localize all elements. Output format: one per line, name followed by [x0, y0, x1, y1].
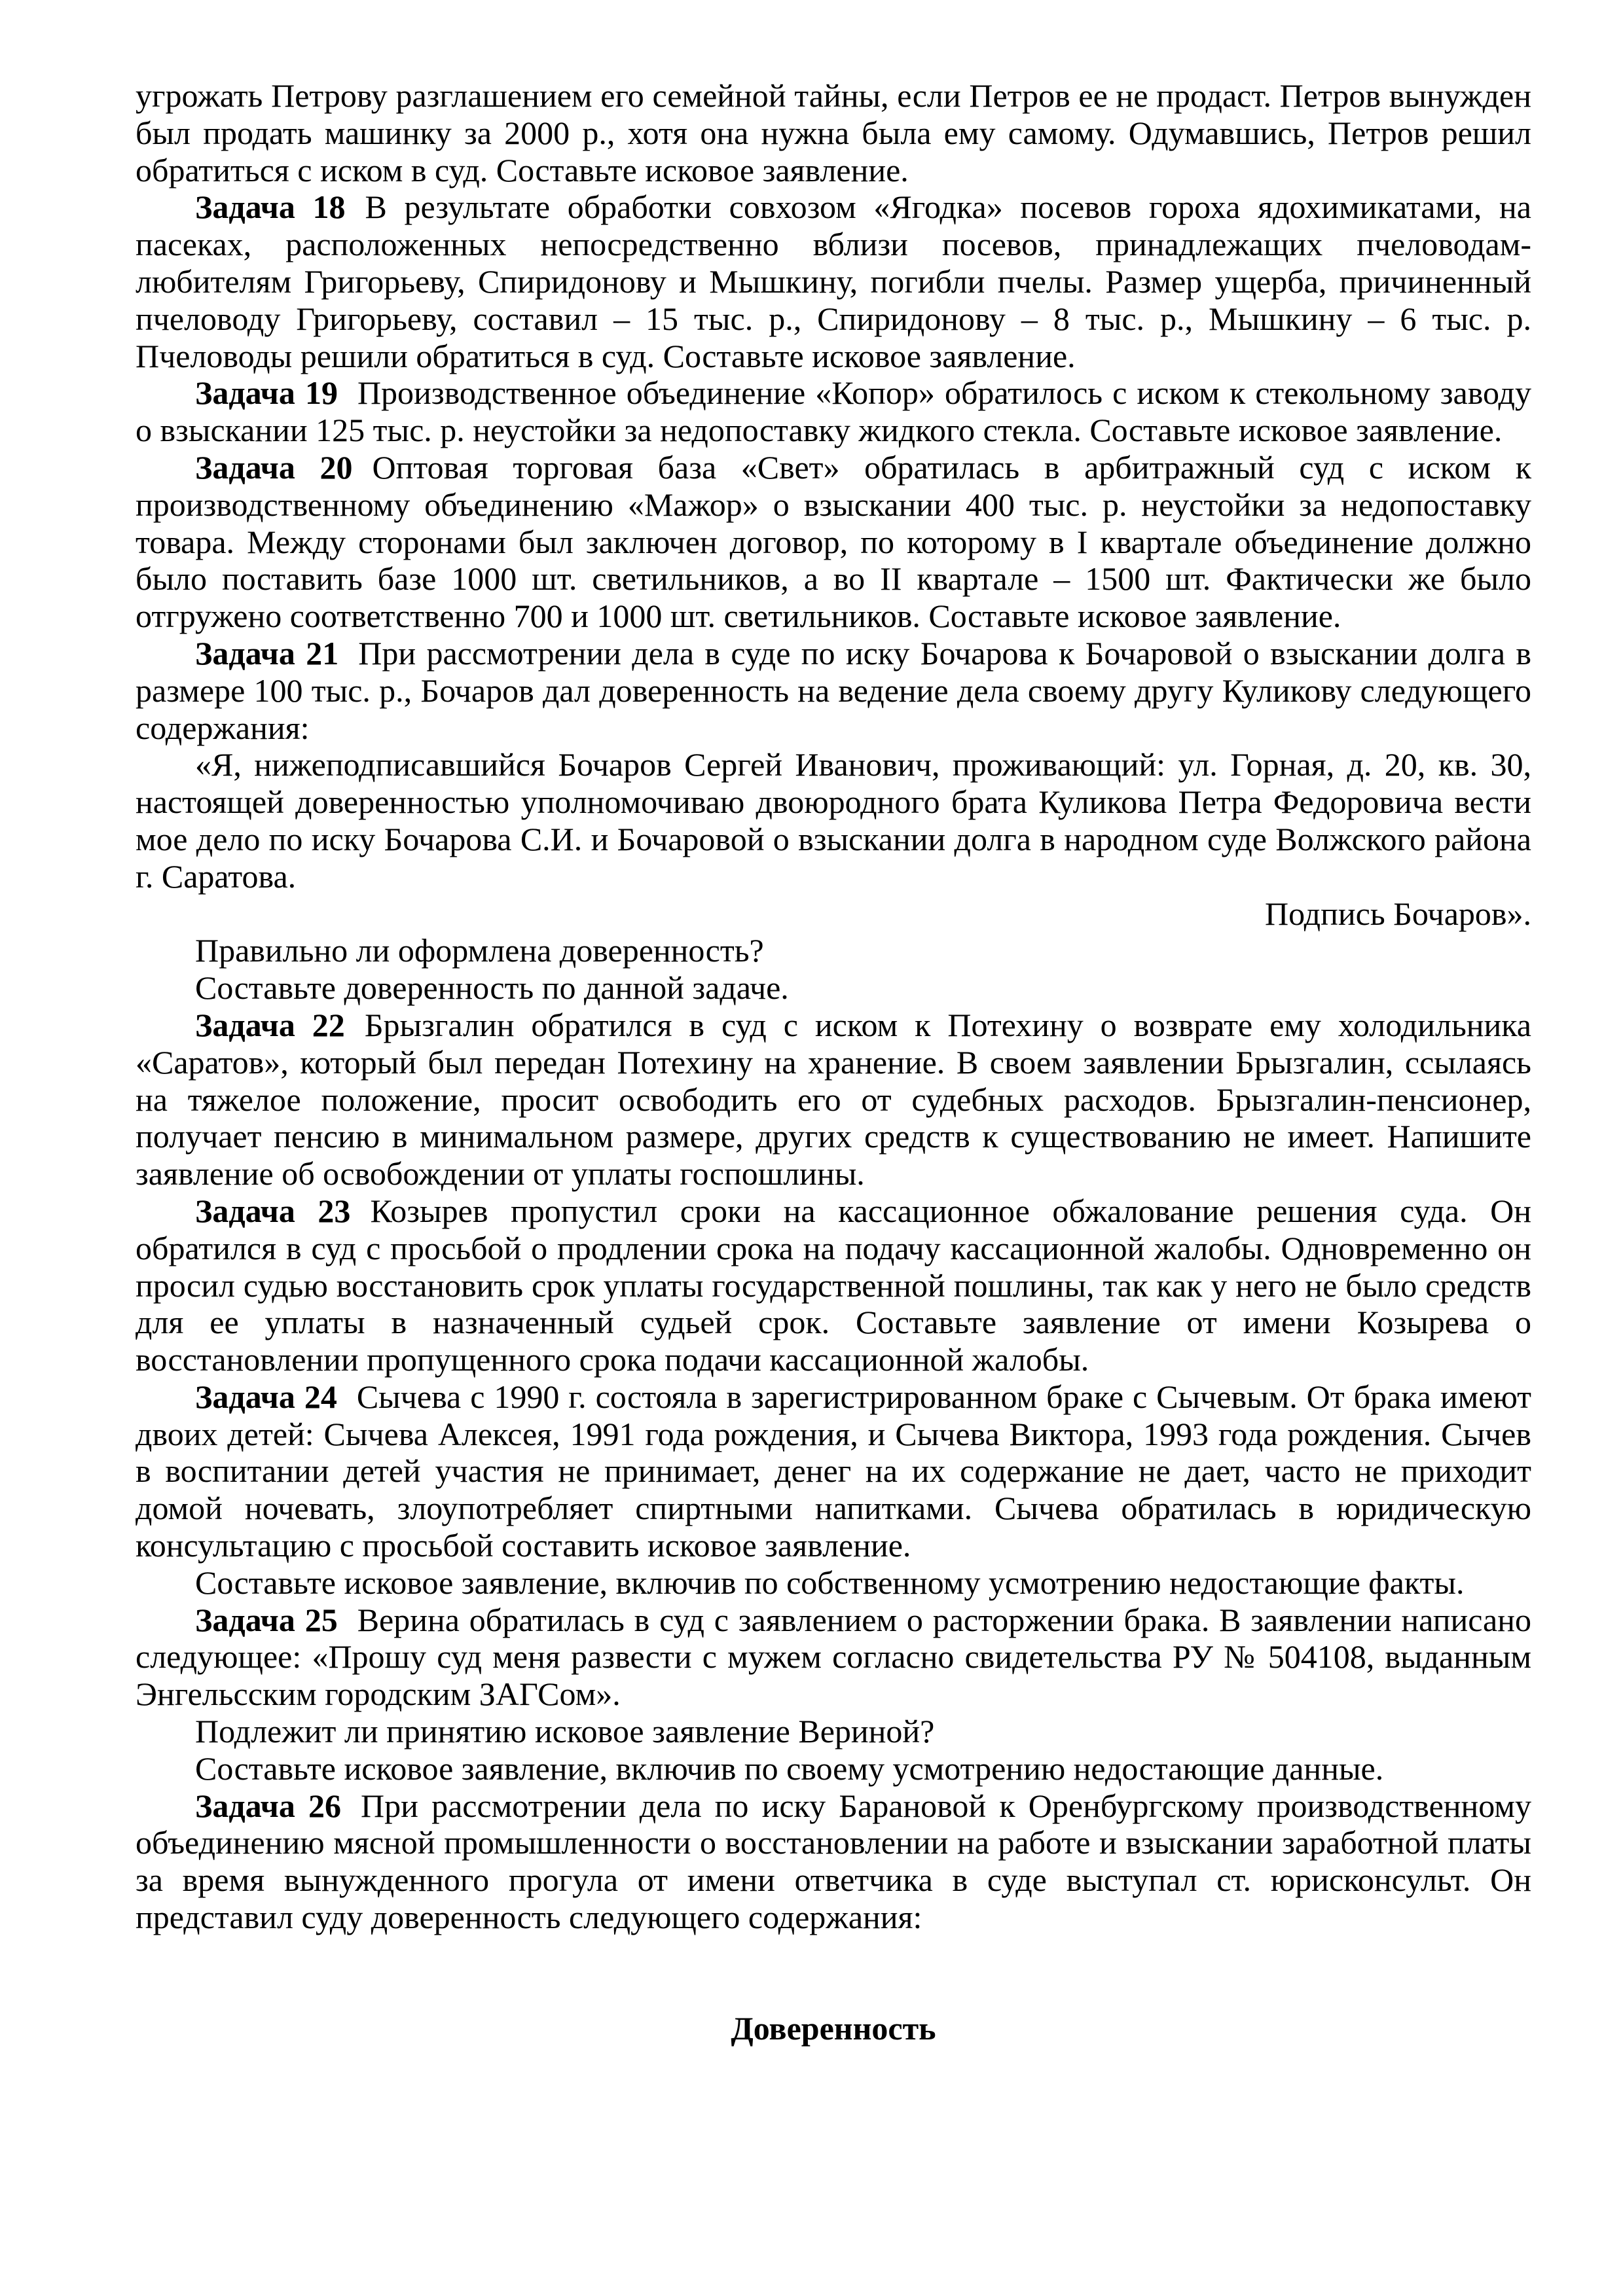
- task-23: [136, 1193, 1531, 1378]
- task-label: Задача 26: [195, 1787, 342, 1824]
- task-label: Задача 22: [195, 1006, 345, 1043]
- task-22: [136, 1007, 1531, 1193]
- task-label: Задача 23: [195, 1192, 351, 1229]
- opening-paragraph: угрожать Петрову разглашением его семейной тайны, если Петров ее не продаст. Петров вынужден был продать машинку за 2000 р., хотя она нужна была ему самому. Одумавшись, Петров решил обратиться с иском в суд. Составьте исковое заявление.: [136, 77, 1531, 188]
- task-26: [136, 1787, 1531, 1936]
- task-label: Задача 20: [195, 448, 353, 486]
- task-text: При рассмотрении дела по иску Барановой к Оренбургскому производственному объединению мясной промышленности о восстановлении на работе и взыскании заработной платы за время вынужденного прогула от имени ответчика в суде выступал ст. юрисконсульт. Он представил суду доверенность следующего содержания:: [136, 1787, 1531, 1936]
- task-24: [136, 1378, 1531, 1564]
- task-text: При рассмотрении дела в суде по иску Бочарова к Бочаровой о взыскании долга в размере 100 тыс. р., Бочаров дал доверенность на ведение дела своему другу Куликову следующего содержания:: [136, 634, 1531, 746]
- task-21: [136, 635, 1531, 746]
- document-page: [136, 77, 1531, 2047]
- task-text: Сычева с 1990 г. состояла в зарегистрированном браке с Сычевым. От брака имеют двоих детей: Сычева Алексея, 1991 года рождения, и Сычева Виктора, 1993 года рождения. Сычев в воспитании детей участия не принимает, денег на их содержание не дает, часто не приходит домой ночевать, злоупотребляет спиртными напитками. Сычева обратилась в юридическую консультацию с просьбой составить исковое заявление.: [136, 1378, 1531, 1564]
- task-label: Задача 18: [195, 188, 346, 226]
- task-25-question-2: Составьте исковое заявление, включив по своему усмотрению недостающие данные.: [195, 1749, 1384, 1787]
- task-label: Задача 21: [195, 634, 339, 672]
- task-text: Брызгалин обратился в суд с иском к Потехину о возврате ему холодильника «Саратов», который был передан Потехину на хранение. В своем заявлении Брызгалин, ссылаясь на тяжелое положение, просит освободить его от судебных расходов. Брызгалин-пенсионер, получает пенсию в минимальном размере, других средств к существованию не имеет. Напишите заявление об освобождении от уплаты госпошлины.: [136, 1006, 1531, 1193]
- task-21-signature: Подпись Бочаров».: [1265, 895, 1531, 932]
- task-18: [136, 188, 1531, 374]
- task-24-instruction: Составьте исковое заявление, включив по собственному усмотрению недостающие факты.: [195, 1564, 1465, 1601]
- task-21-question-2: Составьте доверенность по данной задаче.: [195, 969, 789, 1007]
- task-25-question-1: Подлежит ли принятию исковое заявление Вериной?: [195, 1713, 935, 1750]
- task-21-quote: «Я, нижеподписавшийся Бочаров Сергей Иванович, проживающий: ул. Горная, д. 20, кв. 30, настоящей доверенностью уполномочиваю двоюродного брата Куликова Петра Федоровича вести мое дело по иску Бочарова С.И. и Бочаровой о взыскании долга в народном суде Волжского района г. Саратова.: [136, 746, 1531, 895]
- task-text: В результате обработки совхозом «Ягодка» посевов гороха ядохимикатами, на пасеках, расположенных непосредственно вблизи посевов, принадлежащих пчеловодам-любителям Григорьеву, Спиридонову и Мышкину, погибли пчелы. Размер ущерба, причиненный пчеловоду Григорьеву, составил – 15 тыс. р., Спиридонову – 8 тыс. р., Мышкину – 6 тыс. р. Пчеловоды решили обратиться в суд. Составьте исковое заявление.: [136, 188, 1531, 374]
- task-21-question-1: Правильно ли оформлена доверенность?: [195, 932, 764, 969]
- task-text: Козырев пропустил сроки на кассационное обжалование решения суда. Он обратился в суд с просьбой о продлении срока на подачу кассационной жалобы. Одновременно он просил судью восстановить срок уплаты государственной пошлины, так как у него не было средств для ее уплаты в назначенный судьей срок. Составьте заявление от имени Козырева о восстановлении пропущенного срока подачи кассационной жалобы.: [136, 1192, 1531, 1378]
- task-25: [136, 1602, 1531, 1713]
- task-label: Задача 19: [195, 374, 338, 412]
- task-20: [136, 449, 1531, 635]
- task-text: Оптовая торговая база «Свет» обратилась в арбитражный суд с иском к производственному объединению «Мажор» о взыскании 400 тыс. р. неустойки за недопоставку товара. Между сторонами был заключен договор, по которому в I квартале объединение должно было поставить базе 1000 шт. светильников, а во II квартале – 1500 шт. Фактически же было отгружено соответственно 700 и 1000 шт. светильников. Составьте исковое заявление.: [136, 448, 1531, 635]
- document-title: Доверенность: [731, 2009, 936, 2047]
- task-text: Производственное объединение «Копор» обратилось с иском к стекольному заводу о взыскании 125 тыс. р. неустойки за недопоставку жидкого стекла. Составьте исковое заявление.: [136, 374, 1531, 449]
- task-label: Задача 25: [195, 1601, 338, 1638]
- task-text: Верина обратилась в суд с заявлением о расторжении брака. В заявлении написано следующее: «Прошу суд меня развести с мужем согласно свидетельства РУ № 504108, выданным Энгельсским городским ЗАГСом».: [136, 1601, 1531, 1713]
- task-19: [136, 374, 1531, 449]
- task-label: Задача 24: [195, 1378, 337, 1415]
